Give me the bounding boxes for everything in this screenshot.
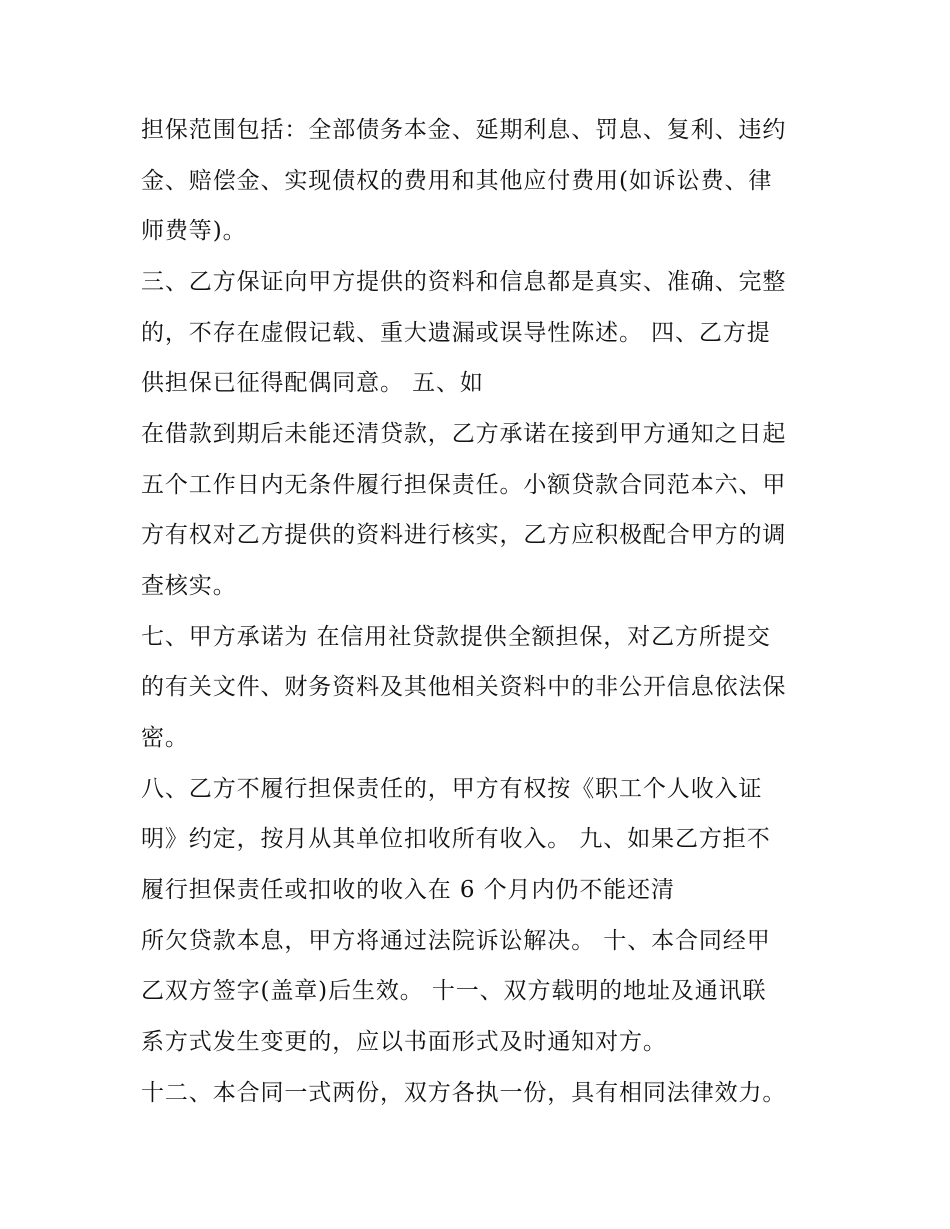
text-line: 方有权对乙方提供的资料进行核实，乙方应积极配合甲方的调	[141, 522, 787, 548]
text-line: 在借款到期后未能还清贷款，乙方承诺在接到甲方通知之日起	[141, 421, 787, 447]
text-line: 担保范围包括：全部债务本金、延期利息、罚息、复利、违约	[141, 117, 787, 143]
text-line: 十二、本合同一式两份，双方各执一份，具有相同法律效力。	[141, 1080, 787, 1106]
text-line: 所欠贷款本息，甲方将通过法院诉讼解决。 十、本合同经甲	[141, 928, 771, 954]
text-line: 明》约定，按月从其单位扣收所有收入。 九、如果乙方拒不	[141, 826, 771, 852]
text-line: 供担保已征得配偶同意。 五、如	[141, 370, 484, 396]
text-line: 履行担保责任或扣收的收入在 6 个月内仍不能还清	[141, 877, 675, 903]
text-line: 八、乙方不履行担保责任的，甲方有权按《职工个人收入证	[141, 776, 763, 802]
text-line: 的，不存在虚假记载、重大遗漏或误导性陈述。 四、乙方提	[141, 320, 771, 346]
text-line: 师费等)。	[141, 218, 247, 244]
text-line: 乙双方签字(盖章)后生效。 十一、双方载明的地址及通讯联	[141, 978, 767, 1004]
text-line: 系方式发生变更的，应以书面形式及时通知对方。	[141, 1029, 667, 1055]
text-line: 的有关文件、财务资料及其他相关资料中的非公开信息依法保	[141, 674, 787, 700]
text-line: 五个工作日内无条件履行担保责任。小额贷款合同范本六、甲	[141, 472, 787, 498]
text-line: 查核实。	[141, 573, 237, 599]
text-line: 七、甲方承诺为 在信用社贷款提供全额担保，对乙方所提交	[141, 624, 771, 650]
text-line: 金、赔偿金、实现债权的费用和其他应付费用(如诉讼费、律	[141, 168, 773, 194]
text-line: 三、乙方保证向甲方提供的资料和信息都是真实、准确、完整	[141, 269, 787, 295]
text-line: 密。	[141, 725, 189, 751]
